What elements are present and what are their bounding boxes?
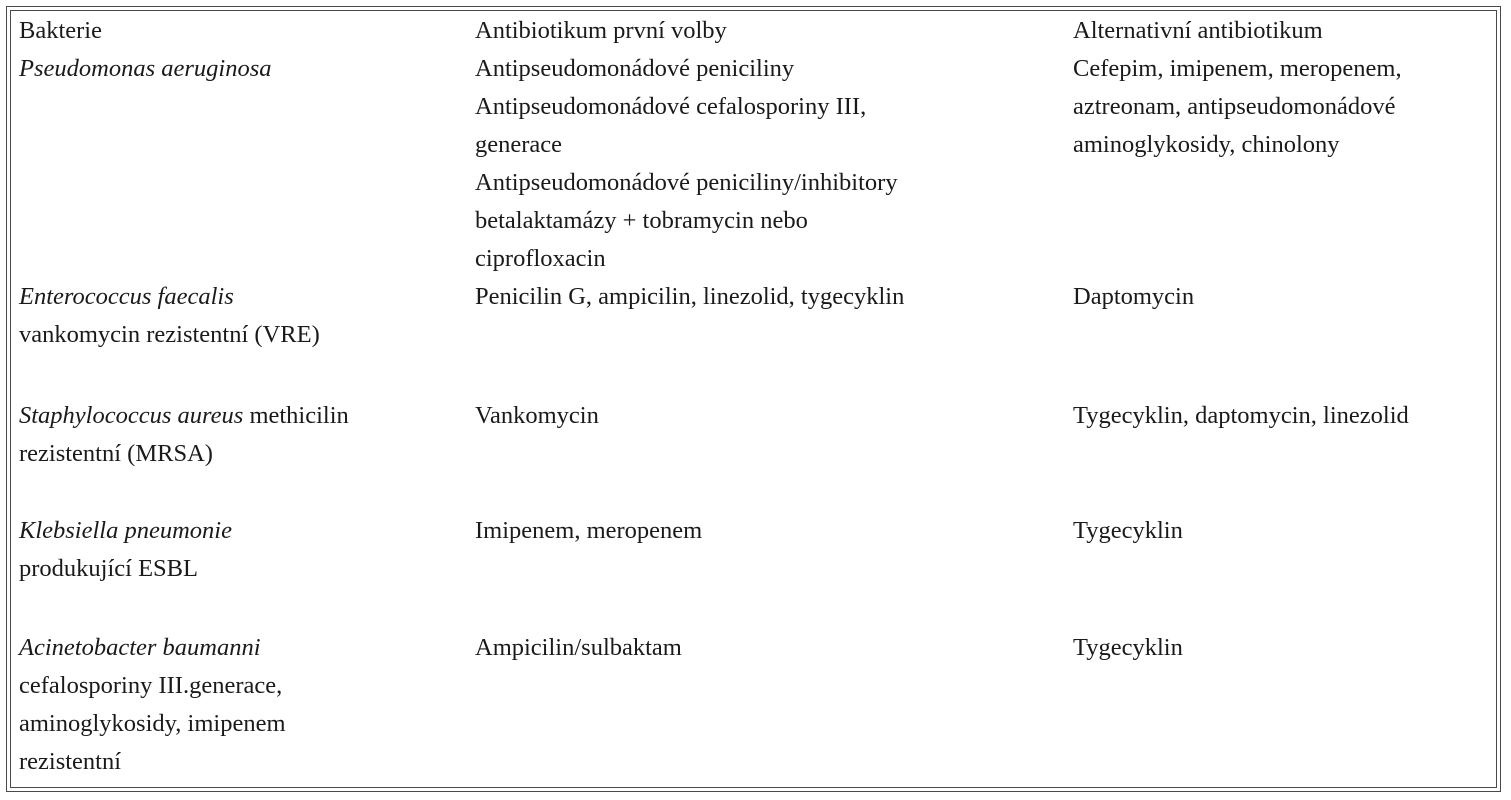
first-choice-line: Antipseudomonádové peniciliny/inhibitory xyxy=(475,169,898,196)
first-choice-line: Imipenem, meropenem xyxy=(475,517,703,544)
first-choice-line: Ampicilin/sulbaktam xyxy=(475,634,682,661)
alternative-line: Daptomycin xyxy=(1073,283,1195,310)
first-choice-cell xyxy=(475,629,682,667)
bacterium-name: Staphylococcus aureus xyxy=(19,402,244,429)
header-bacterium: Bakterie xyxy=(19,17,102,44)
bacterium-cell xyxy=(19,50,271,88)
bacterium-qualifier: cefalosporiny III.generace, xyxy=(19,672,283,699)
alternative-cell xyxy=(1073,397,1409,435)
alternative-line: aztreonam, antipseudomonádové xyxy=(1073,93,1396,120)
bacterium-qualifier: vankomycin rezistentní (VRE) xyxy=(19,321,320,348)
first-choice-cell xyxy=(475,512,702,550)
bacterium-name: Enterococcus faecalis xyxy=(19,283,234,310)
first-choice-line: generace xyxy=(475,131,563,158)
first-choice-cell xyxy=(475,397,599,435)
first-choice-cell xyxy=(475,278,904,316)
bacterium-cell xyxy=(19,278,320,354)
first-choice-line: ciprofloxacin xyxy=(475,245,606,272)
bacterium-qualifier: rezistentní (MRSA) xyxy=(19,440,213,467)
bacterium-qualifier-inline: methicilin xyxy=(249,402,349,429)
bacterium-name: Klebsiella pneumonie xyxy=(19,517,232,544)
bacterium-cell xyxy=(19,512,232,588)
bacterium-qualifier: aminoglykosidy, imipenem xyxy=(19,710,286,737)
header-first-choice: Antibiotikum první volby xyxy=(475,17,727,44)
alternative-line: aminoglykosidy, chinolony xyxy=(1073,131,1340,158)
bacterium-cell xyxy=(19,397,349,473)
alternative-cell xyxy=(1073,278,1194,316)
bacterium-qualifier: rezistentní xyxy=(19,748,122,775)
bacterium-qualifier: produkující ESBL xyxy=(19,555,198,582)
bacterium-name: Acinetobacter baumanni xyxy=(19,634,261,661)
bacterium-cell xyxy=(19,629,286,781)
alternative-line: Tygecyklin xyxy=(1073,634,1183,661)
bacterium-name: Pseudomonas aeruginosa xyxy=(19,55,272,82)
alternative-cell xyxy=(1073,629,1183,667)
header-alternative: Alternativní antibiotikum xyxy=(1073,17,1323,44)
first-choice-line: Vankomycin xyxy=(475,402,599,429)
first-choice-cell xyxy=(475,50,898,278)
alternative-line: Cefepim, imipenem, meropenem, xyxy=(1073,55,1402,82)
alternative-line: Tygecyklin xyxy=(1073,517,1183,544)
first-choice-line: Antipseudomonádové peniciliny xyxy=(475,55,795,82)
alternative-cell xyxy=(1073,512,1183,550)
first-choice-line: betalaktamázy + tobramycin nebo xyxy=(475,207,808,234)
alternative-cell xyxy=(1073,50,1402,164)
first-choice-line: Antipseudomonádové cefalosporiny III, xyxy=(475,93,867,120)
first-choice-line: Penicilin G, ampicilin, linezolid, tygecyklin xyxy=(475,283,905,310)
alternative-line: Tygecyklin, daptomycin, linezolid xyxy=(1073,402,1409,429)
